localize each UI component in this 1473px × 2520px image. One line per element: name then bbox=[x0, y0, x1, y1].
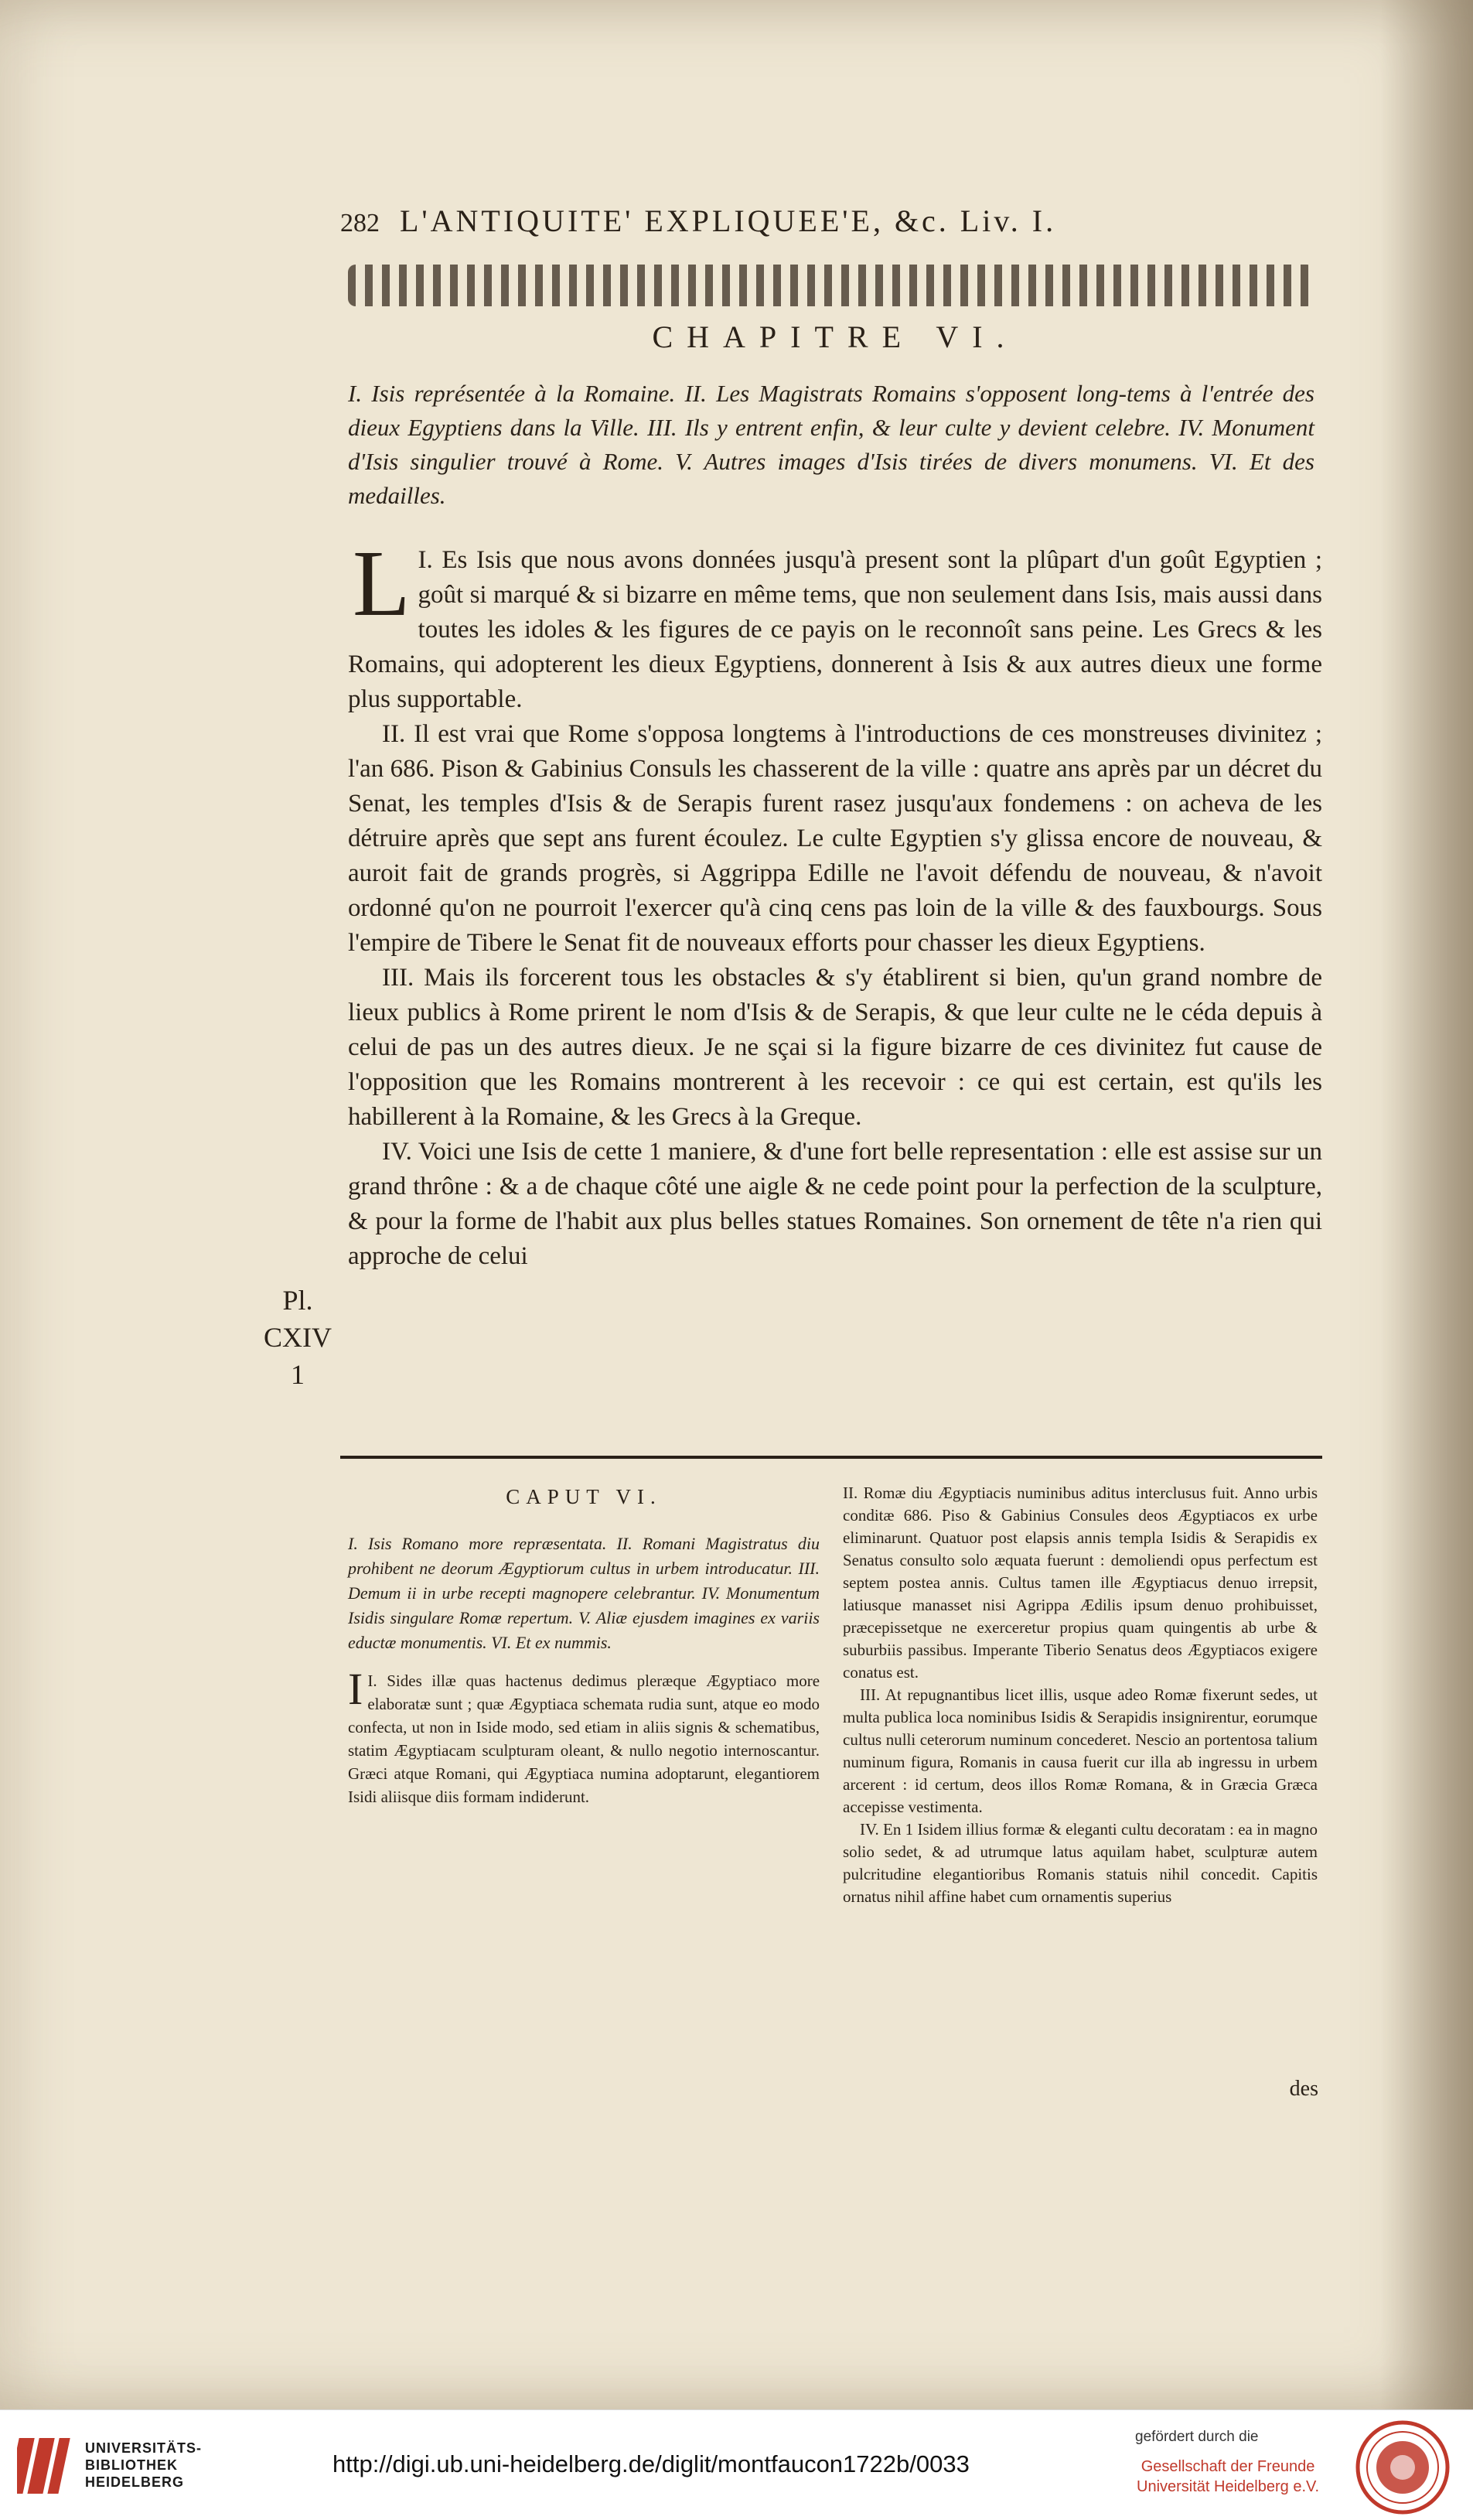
plate-reference bbox=[255, 1282, 340, 1393]
university-seal-icon bbox=[1355, 2419, 1451, 2515]
running-head-title: L'ANTIQUITE' EXPLIQUEE'E, &c. Liv. I. bbox=[400, 203, 1057, 238]
paragraph-1-text: Es Isis que nous avons données jusqu'à present sont la plûpart d'un goût Egyptien ; goût si marqué & si bizarre en même tems, que non seulement dans Isis, mais aussi dans toutes les idoles & les figures de ce payis on le reconnoît sans peine. Les Grecs & les Romains, qui adopterent les dieux Egyptiens, donnerent à Isis & aux autres dieux une forme plus supportable. bbox=[348, 546, 1322, 713]
decorative-ornament-band bbox=[348, 265, 1314, 306]
running-head bbox=[340, 203, 1314, 239]
paragraph-3: III. Mais ils forcerent tous les obstacles & s'y établirent si bien, qu'un grand nombre de lieux publics à Rome prirent le nom d'Isis & de Serapis, & que leur culte ne le céda depuis à celui de pas un des autres dieux. Je ne sçai si la figure bizarre de ces divinitez fut cause de l'opposition que les Romains montrerent à les recevoir : ce qui est certain, est qu'ils les habillerent à la Romaine, & les Grecs à la Greque. bbox=[348, 964, 1322, 1131]
plate-reference-line: 1 bbox=[291, 1359, 305, 1390]
dropcap-letter: L bbox=[353, 531, 411, 636]
sponsor-name-line: Universität Heidelberg e.V. bbox=[1137, 2478, 1320, 2495]
latin-right-column bbox=[843, 1482, 1318, 1908]
library-name bbox=[85, 2440, 202, 2491]
latin-summary: I. Isis Romano more repræsentata. II. Romani Magistratus diu prohibent ne deorum Ægyptiorum cultus in urbem introducatur. III. Demum ii in urbe recepti magnopere celebrantur. IV. Monumentum Isidis singulare Romæ repertum. V. Aliæ ejusdem imagines ex variis eductæ monumentis. VI. Et ex nummis. bbox=[348, 1534, 820, 1652]
paragraph-4: IV. Voici une Isis de cette 1 maniere, & d'une fort belle representation : elle est assise sur un grand thrône : & a de chaque côté une aigle & ne cede point pour la perfection de la sculpture, & pour la forme de l'habit aux plus belles statues Romaines. Son ornement de tête n'a rien qui approche de celui bbox=[348, 1138, 1322, 1270]
sponsor-name-line: Gesellschaft der Freunde bbox=[1141, 2458, 1315, 2475]
catchword: des bbox=[1289, 2077, 1318, 2101]
latin-chapter-title: CAPUT VI. bbox=[506, 1485, 662, 1508]
plate-reference-line: CXIV bbox=[264, 1322, 332, 1353]
viewer-footer bbox=[0, 2409, 1473, 2520]
latin-paragraph-3: III. At repugnantibus licet illis, usque adeo Romæ fixerunt sedes, ut multa publica loca nominibus Isidis & Serapidis insignirentur, eorumque cultus nulli ceterorum numinum concederet. Nescio an portentosa talium numinum figura, Romanis in causa fuerit cur illa ab ingressu in urbem arcerent : id certum, deos illos Romæ Romana, & in Græcia Græca accepisse vestimenta. bbox=[843, 1685, 1318, 1816]
latin-dropcap-letter: I bbox=[348, 1664, 363, 1714]
french-text-block bbox=[348, 531, 1322, 1274]
chapter-summary: I. Isis représentée à la Romaine. II. Les Magistrats Romains s'opposent long-tems à l'entrée des dieux Egyptiens dans la Ville. III. Ils y entrent enfin, & leur culte y devient celebre. IV. Monument d'Isis singulier trouvé à Rome. V. Autres images d'Isis tirées de divers monumens. VI. Et des medailles. bbox=[348, 380, 1314, 509]
section-divider bbox=[340, 1456, 1322, 1459]
latin-paragraph-4: IV. En 1 Isidem illius formæ & eleganti cultu decoratam : ea in magno solio sedet, & ad utrumque latus aquilam habet, sculpturæ autem pulcritudine elegantioribus Romanis statuis nihil concedit. Capitis ornatus nihil affine habet cum ornamentis superius bbox=[843, 1820, 1318, 1906]
latin-paragraph-1-text: Sides illæ quas hactenus dedimus pleræque Ægyptiaco more elaboratæ sunt ; quæ Ægyptiaca schemata rudia sunt, atque eo modo confecta, ut non in Iside modo, sed etiam in aliis signis & schematibus, statim Ægyptiacam sculpturam oleant, & nullo negotio internoscantur. Græci atque Romani, qui Ægyptiaca numina adoptarunt, elegantiorem Isidi aliisque diis formam indiderunt. bbox=[348, 1671, 820, 1806]
permalink-url[interactable]: http://digi.ub.uni-heidelberg.de/diglit/montfaucon1722b/0033 bbox=[332, 2450, 970, 2477]
latin-paragraph-1 bbox=[348, 1664, 820, 1808]
university-library-logo-icon[interactable] bbox=[17, 2433, 76, 2498]
chapter-title: CHAPITRE VI. bbox=[652, 319, 1018, 354]
page-spine-shadow bbox=[1380, 0, 1473, 2409]
page-number: 282 bbox=[340, 209, 380, 237]
library-name-line: UNIVERSITÄTS- bbox=[85, 2440, 203, 2456]
sponsor-name[interactable] bbox=[1137, 2457, 1319, 2497]
library-name-line: BIBLIOTHEK bbox=[85, 2457, 178, 2473]
latin-paragraph-2: II. Romæ diu Ægyptiacis numinibus aditus interclusus fuit. Anno urbis conditæ 686. Piso & Gabinius Consules deos Ægyptiacos ex urbe eliminarunt. Quatuor post elapsis annis templa Isidis & Serapidis ex Senatus consulto solo æquata fuerunt : demoliendi opus perfectum est septem postea annis. Cultus tamen ille Ægyptiacus denuo irrepsit, latiusque manasset nisi Agrippa Ædilis ipsum denuo prohibuisset, præcepissetque ne exerceretur propius quam quingentis ab urbe & suburbiis passibus. Imperante Tiberio Senatus deos Ægyptiacos exigere conatus est. bbox=[843, 1484, 1318, 1682]
latin-paragraph-1-label: I. bbox=[367, 1671, 377, 1690]
paragraph-2: II. Il est vrai que Rome s'opposa longtems à l'introductions de ces monstreuses divinitez ; l'an 686. Pison & Gabinius Consuls les chasserent de la ville : quatre ans après par un décret du Senat, les temples d'Isis & de Serapis furent rasez jusqu'aux fondemens : on acheva de les détruire après que sept ans furent écoulez. Le culte Egyptien s'y glissa encore de nouveau, & auroit fait de grands progrès, si Aggrippa Edille ne l'avoit défendu de nouveau, & n'avoit ordonné qu'on ne pourroit l'exercer qu'à cinq cens pas loin de la ville & des fauxbourgs. Sous l'empire de Tibere le Senat fit de nouveaux efforts pour chasser les dieux Egyptiens. bbox=[348, 720, 1322, 957]
plate-reference-line: Pl. bbox=[282, 1285, 313, 1316]
paragraph-1 bbox=[348, 531, 1322, 717]
paragraph-1-label: I. bbox=[418, 546, 433, 574]
sponsor-label: gefördert durch die bbox=[1135, 2429, 1259, 2445]
library-name-line: HEIDELBERG bbox=[85, 2474, 185, 2490]
latin-left-column bbox=[348, 1531, 820, 1808]
